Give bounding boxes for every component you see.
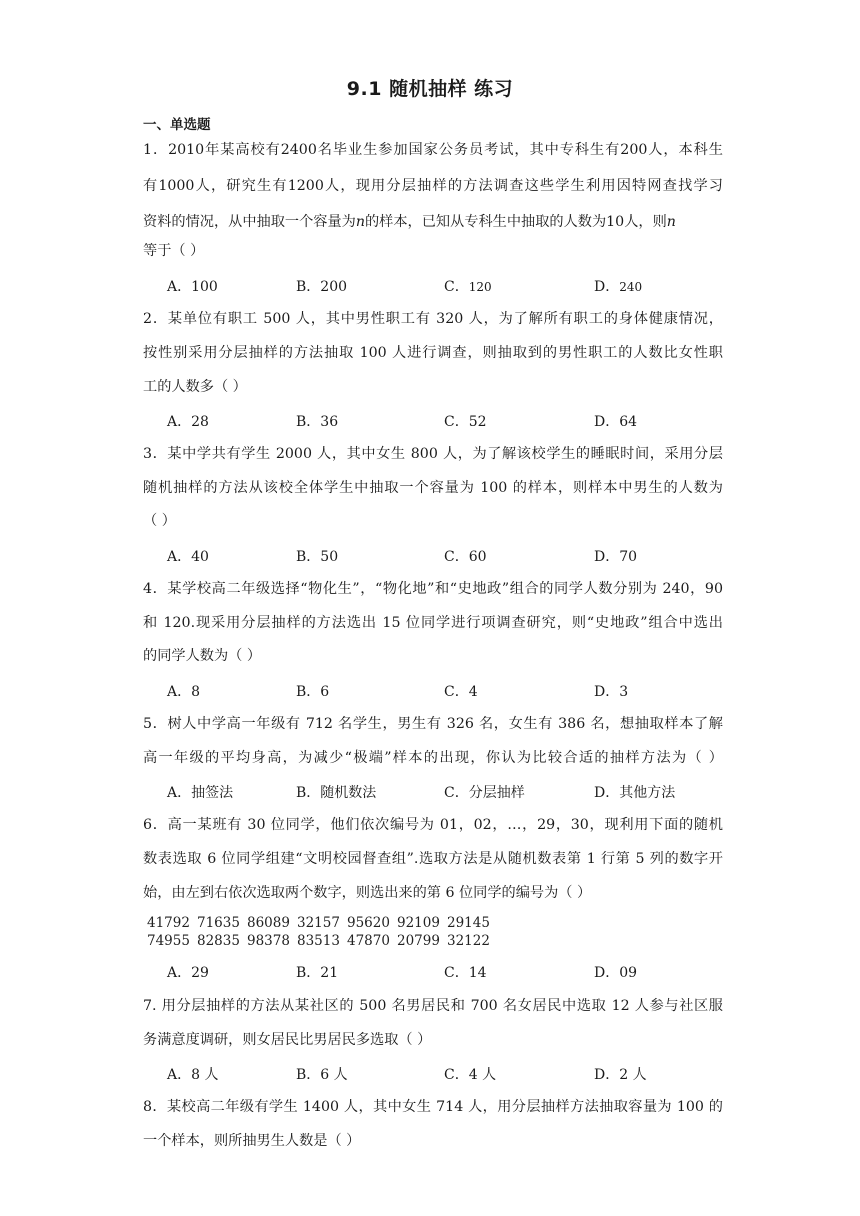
q1-line-3b: 的样本，已知从专科生中抽取的人数为10人，则 [364, 214, 667, 230]
table-cell: 82835 [197, 933, 240, 949]
q4-option-a[interactable]: A．8 [167, 684, 201, 700]
q4-line-3: 的同学人数为（ ） [143, 648, 262, 664]
q1-option-c[interactable] [444, 276, 492, 296]
q1-option-b[interactable]: B．200 [296, 279, 348, 295]
q2-option-a[interactable]: A．28 [167, 414, 209, 430]
random-number-table-row-2 [147, 933, 497, 949]
q5-option-a[interactable]: A．抽签法 [167, 785, 234, 801]
q6-option-c[interactable]: C．14 [444, 965, 487, 981]
q3-line-1: 3．某中学共有学生 2000 人，其中女生 800 人，为了解该校学生的睡眠时间，采用分层 [143, 446, 723, 462]
q1-var-n: n [355, 214, 365, 230]
table-cell: 47870 [347, 933, 390, 949]
q1-option-c-prefix: C． [444, 279, 469, 295]
q2-line-3: 工的人数多（ ） [143, 379, 247, 395]
q5-option-b[interactable]: B．随机数法 [296, 785, 377, 801]
q4-option-c[interactable]: C．4 [444, 684, 478, 700]
q7-option-c[interactable]: C．4 人 [444, 1067, 497, 1083]
q3-option-d[interactable]: D．70 [594, 549, 638, 565]
table-cell: 32157 [297, 915, 340, 931]
q3-option-b[interactable]: B．50 [296, 549, 339, 565]
q3-option-c[interactable]: C．60 [444, 549, 487, 565]
table-cell: 41792 [147, 915, 190, 931]
q1-option-c-value: 120 [468, 280, 492, 294]
q6-line-1: 6．高一某班有 30 位同学，他们依次编号为 01，02，…，29，30，现利用下面的随机 [143, 817, 723, 833]
q7-line-2: 务满意度调研，则女居民比男居民多选取（ ） [143, 1032, 432, 1048]
section-heading: 一、单选题 [143, 117, 211, 133]
q4-option-d[interactable]: D．3 [594, 684, 629, 700]
q2-option-b[interactable]: B．36 [296, 414, 339, 430]
table-cell: 74955 [147, 933, 190, 949]
q5-line-1: 5．树人中学高一年级有 712 名学生，男生有 326 名，女生有 386 名，想抽取样本了解 [143, 716, 723, 732]
q1-var-n-2: n [666, 214, 676, 230]
q3-line-2: 随机抽样的方法从该校全体学生中抽取一个容量为 100 的样本，则样本中男生的人数为 [143, 480, 723, 496]
q1-line-1: 1．2010年某高校有2400名毕业生参加国家公务员考试，其中专科生有200人，本科生 [143, 142, 723, 158]
q1-line-2: 有1000人，研究生有1200人，现用分层抽样的方法调查这些学生利用因特网查找学习 [143, 178, 723, 194]
q2-option-d[interactable]: D．64 [594, 414, 638, 430]
q2-line-1: 2．某单位有职工 500 人，其中男性职工有 320 人，为了解所有职工的身体健康情况， [143, 311, 723, 327]
table-cell: 71635 [197, 915, 240, 931]
q1-line-3a: 资料的情况，从中抽取一个容量为 [143, 214, 356, 230]
q4-option-b[interactable]: B．6 [296, 684, 330, 700]
table-cell: 20799 [397, 933, 440, 949]
q4-line-1: 4．某学校高二年级选择“物化生”，“物化地”和“史地政”组合的同学人数分别为 240，90 [143, 581, 723, 597]
q5-option-c[interactable]: C．分层抽样 [444, 785, 525, 801]
q8-line-1: 8．某校高二年级有学生 1400 人，其中女生 714 人，用分层抽样方法抽取容量为 100 的 [143, 1099, 723, 1115]
table-cell: 83513 [297, 933, 340, 949]
table-cell: 95620 [347, 915, 390, 931]
q2-option-c[interactable]: C．52 [444, 414, 487, 430]
q6-option-b[interactable]: B．21 [296, 965, 339, 981]
table-cell: 86089 [247, 915, 290, 931]
q3-option-a[interactable]: A．40 [167, 549, 209, 565]
q5-line-2: 高一年级的平均身高，为减少“极端”样本的出现，你认为比较合适的抽样方法为（ ） [143, 750, 723, 766]
q8-line-2: 一个样本，则所抽男生人数是（ ） [143, 1133, 361, 1149]
q1-option-d[interactable] [594, 276, 642, 296]
table-cell: 32122 [447, 933, 490, 949]
q6-line-2: 数表选取 6 位同学组建“文明校园督查组”.选取方法是从随机数表第 1 行第 5 列的数字开 [143, 851, 723, 867]
table-cell: 29145 [447, 915, 490, 931]
q1-line-3 [143, 211, 723, 233]
q1-option-d-value: 240 [619, 280, 643, 294]
q6-option-a[interactable]: A．29 [167, 965, 209, 981]
q7-option-b[interactable]: B．6 人 [296, 1067, 348, 1083]
q1-option-d-prefix: D． [594, 279, 620, 295]
table-cell: 98378 [247, 933, 290, 949]
random-number-table-row-1 [147, 915, 497, 931]
q3-line-3: （ ） [143, 513, 176, 529]
q6-option-d[interactable]: D．09 [594, 965, 638, 981]
q7-option-d[interactable]: D．2 人 [594, 1067, 647, 1083]
q7-line-1: 7. 用分层抽样的方法从某社区的 500 名男居民和 700 名女居民中选取 12 人参与社区服 [143, 998, 723, 1014]
q1-option-a[interactable]: A．100 [167, 279, 218, 295]
q2-line-2: 按性别采用分层抽样的方法抽取 100 人进行调查，则抽取到的男性职工的人数比女性职 [143, 345, 723, 361]
q4-line-2: 和 120.现采用分层抽样的方法选出 15 位同学进行项调查研究，则“史地政”组合中选出 [143, 615, 723, 631]
q5-option-d[interactable]: D．其他方法 [594, 785, 676, 801]
q7-option-a[interactable]: A．8 人 [167, 1067, 219, 1083]
q6-line-3: 始，由左到右依次选取两个数字，则选出来的第 6 位同学的编号为（ ） [143, 885, 592, 901]
q1-line-4: 等于（ ） [143, 243, 205, 259]
table-cell: 92109 [397, 915, 440, 931]
document-title: 9.1 随机抽样 练习 [346, 78, 514, 100]
